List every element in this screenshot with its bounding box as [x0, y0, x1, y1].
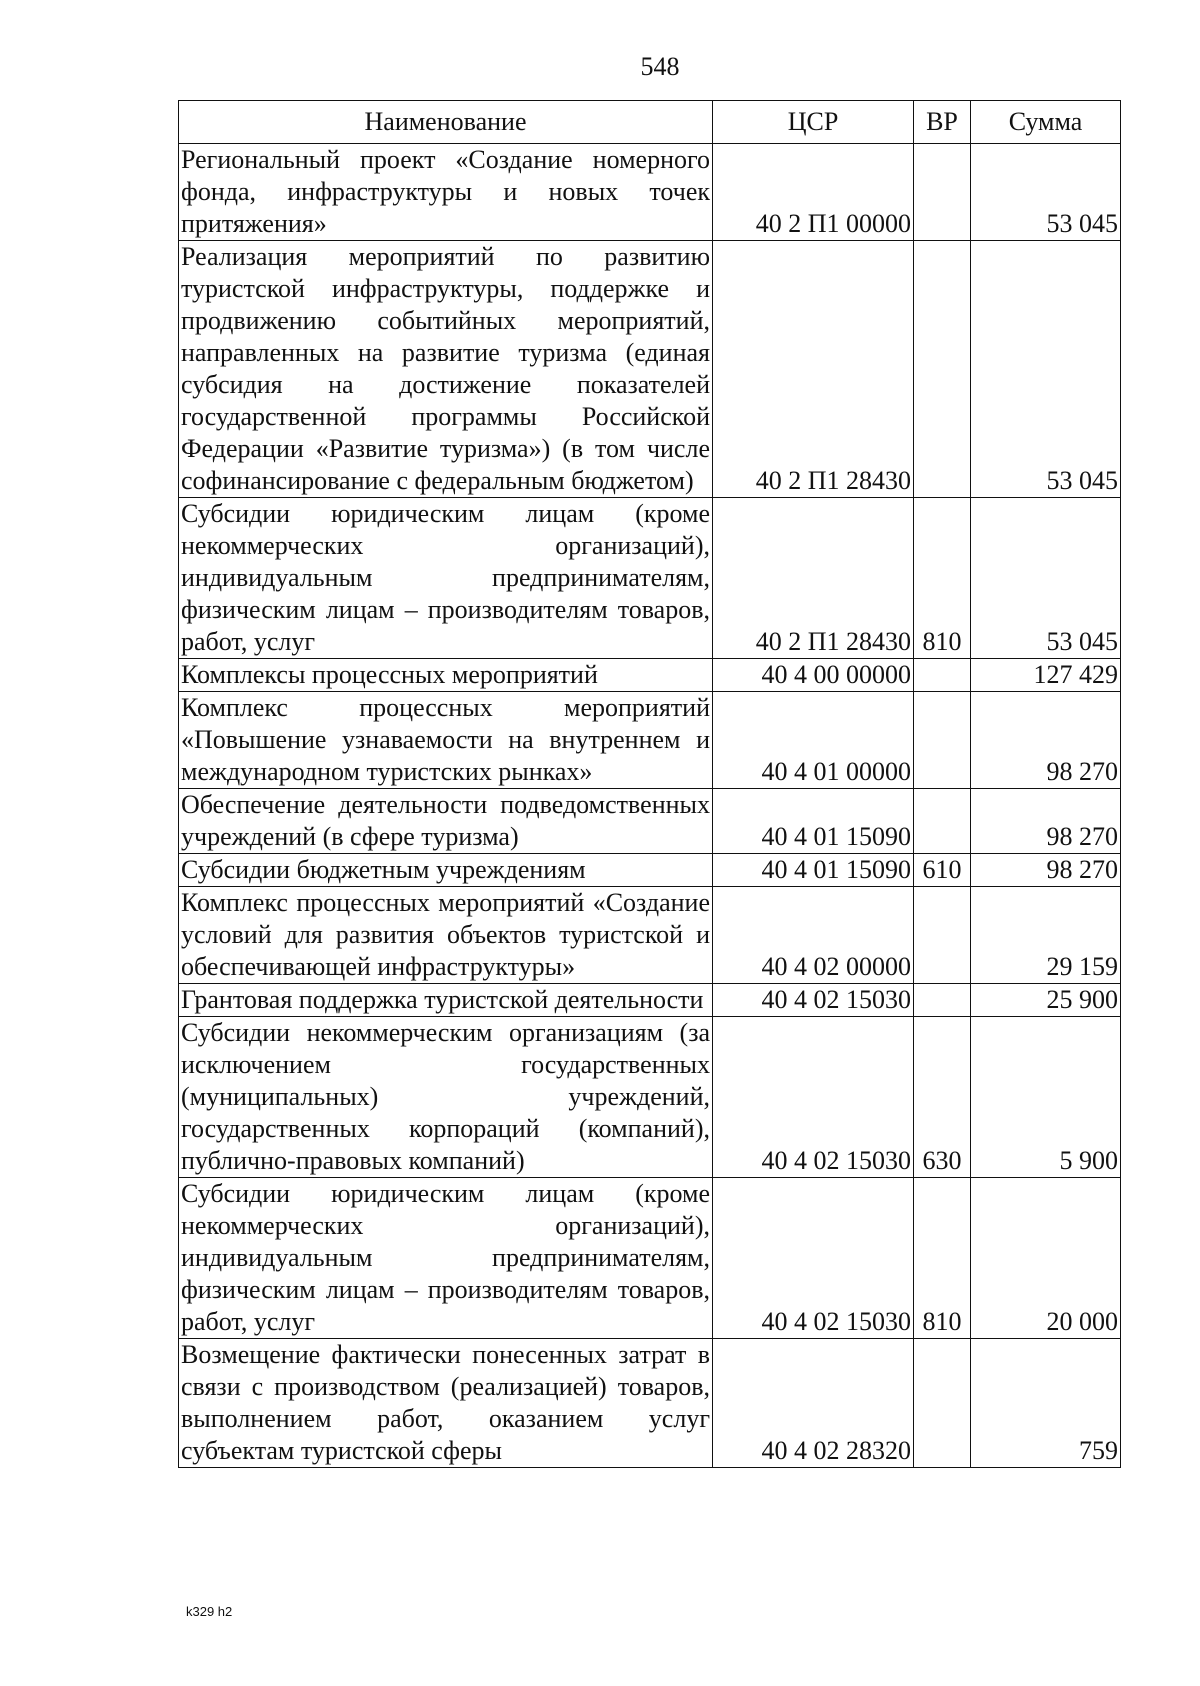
cell-csr: 40 4 01 15090 — [713, 854, 914, 887]
table-body — [179, 144, 1121, 1468]
cell-name: Субсидии юридическим лицам (кроме некоммерческих организаций), индивидуальным предпринимателям, физическим лицам – производителям товаров, работ, услуг — [179, 1178, 713, 1339]
cell-csr: 40 4 01 15090 — [713, 789, 914, 854]
cell-csr: 40 4 02 28320 — [713, 1339, 914, 1468]
cell-csr: 40 2 П1 28430 — [713, 241, 914, 498]
cell-name: Субсидии бюджетным учреждениям — [179, 854, 713, 887]
table-row — [179, 659, 1121, 692]
cell-vr — [914, 659, 971, 692]
cell-vr — [914, 144, 971, 241]
cell-csr: 40 4 02 00000 — [713, 887, 914, 984]
cell-vr: 610 — [914, 854, 971, 887]
cell-name: Возмещение фактически понесенных затрат в связи с производством (реализацией) товаров, выполнением работ, оказанием услуг субъектам туристской сферы — [179, 1339, 713, 1468]
cell-vr: 810 — [914, 498, 971, 659]
cell-vr — [914, 1339, 971, 1468]
cell-sum: 20 000 — [971, 1178, 1121, 1339]
cell-csr: 40 4 02 15030 — [713, 1178, 914, 1339]
cell-sum: 98 270 — [971, 789, 1121, 854]
table-row — [179, 498, 1121, 659]
cell-vr — [914, 692, 971, 789]
cell-name: Комплекс процессных мероприятий «Создание условий для развития объектов туристской и обеспечивающей инфраструктуры» — [179, 887, 713, 984]
cell-vr — [914, 887, 971, 984]
cell-name: Региональный проект «Создание номерного фонда, инфраструктуры и новых точек притяжения» — [179, 144, 713, 241]
cell-csr: 40 4 00 00000 — [713, 659, 914, 692]
table-row — [179, 692, 1121, 789]
cell-vr: 630 — [914, 1017, 971, 1178]
cell-sum: 127 429 — [971, 659, 1121, 692]
budget-table — [178, 100, 1121, 1468]
table-row — [179, 984, 1121, 1017]
cell-name: Субсидии юридическим лицам (кроме некоммерческих организаций), индивидуальным предпринимателям, физическим лицам – производителям товаров, работ, услуг — [179, 498, 713, 659]
cell-sum: 53 045 — [971, 498, 1121, 659]
cell-name: Реализация мероприятий по развитию туристской инфраструктуры, поддержке и продвижению событийных мероприятий, направленных на развитие туризма (единая субсидия на достижение показателей государственной программы Российской Федерации «Развитие туризма») (в том числе софинансирование с федеральным бюджетом) — [179, 241, 713, 498]
header-csr: ЦСР — [713, 101, 914, 144]
table-header-row — [179, 101, 1121, 144]
cell-name: Комплексы процессных мероприятий — [179, 659, 713, 692]
table-row — [179, 854, 1121, 887]
header-sum: Сумма — [971, 101, 1121, 144]
cell-sum: 25 900 — [971, 984, 1121, 1017]
cell-vr — [914, 984, 971, 1017]
table-row — [179, 1178, 1121, 1339]
cell-csr: 40 4 01 00000 — [713, 692, 914, 789]
cell-csr: 40 4 02 15030 — [713, 1017, 914, 1178]
cell-sum: 29 159 — [971, 887, 1121, 984]
cell-sum: 759 — [971, 1339, 1121, 1468]
table-row — [179, 144, 1121, 241]
header-name: Наименование — [179, 101, 713, 144]
cell-csr: 40 2 П1 00000 — [713, 144, 914, 241]
cell-vr — [914, 241, 971, 498]
page-number: 548 — [640, 52, 680, 81]
footer-code: k329 h2 — [186, 1604, 233, 1619]
cell-name: Комплекс процессных мероприятий «Повышение узнаваемости на внутреннем и международном туристских рынках» — [179, 692, 713, 789]
table-row — [179, 241, 1121, 498]
table-row — [179, 1339, 1121, 1468]
cell-csr: 40 4 02 15030 — [713, 984, 914, 1017]
cell-name: Обеспечение деятельности подведомственных учреждений (в сфере туризма) — [179, 789, 713, 854]
table-row — [179, 887, 1121, 984]
table-row — [179, 1017, 1121, 1178]
cell-sum: 53 045 — [971, 241, 1121, 498]
cell-name: Грантовая поддержка туристской деятельности — [179, 984, 713, 1017]
cell-vr: 810 — [914, 1178, 971, 1339]
header-vr: ВР — [914, 101, 971, 144]
cell-sum: 53 045 — [971, 144, 1121, 241]
cell-name: Субсидии некоммерческим организациям (за исключением государственных (муниципальных) учреждений, государственных корпораций (компаний), публично-правовых компаний) — [179, 1017, 713, 1178]
cell-csr: 40 2 П1 28430 — [713, 498, 914, 659]
table-row — [179, 789, 1121, 854]
cell-sum: 5 900 — [971, 1017, 1121, 1178]
cell-sum: 98 270 — [971, 692, 1121, 789]
cell-vr — [914, 789, 971, 854]
cell-sum: 98 270 — [971, 854, 1121, 887]
